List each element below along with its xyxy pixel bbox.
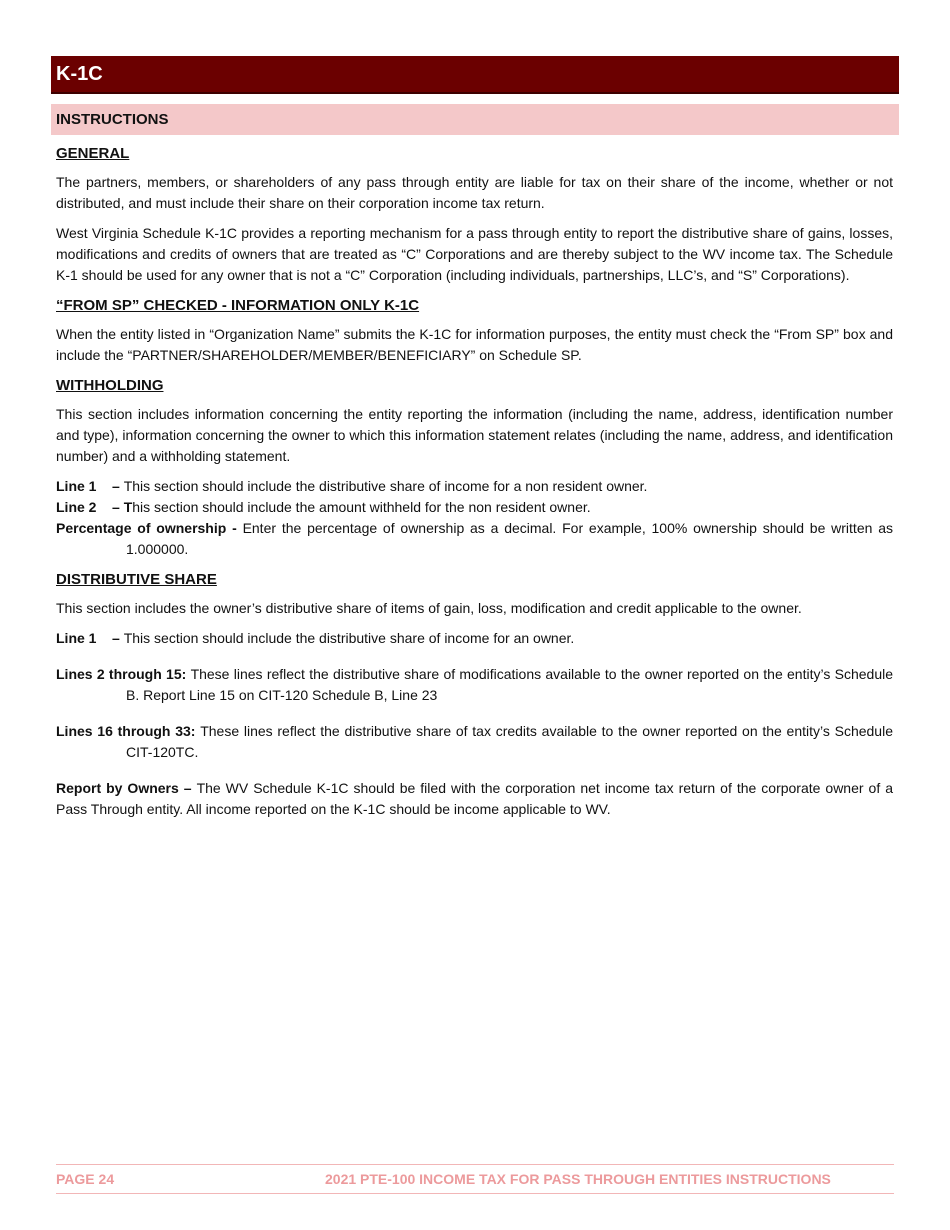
line-label: Report by Owners –	[56, 780, 197, 796]
general-heading: GENERAL	[56, 145, 130, 162]
line-text: These lines reflect the distributive share of tax credits available to the owner reported on the entity’s Schedule CIT-120TC.	[126, 723, 893, 760]
line-label: Line 1 –	[56, 478, 124, 494]
distributive-paragraph: This section includes the owner’s distributive share of items of gain, loss, modification and credit applicable to the owner.	[56, 600, 802, 616]
page-footer	[56, 1164, 894, 1194]
distributive-line-1	[56, 628, 893, 649]
general-paragraph-1: The partners, members, or shareholders of any pass through entity are liable for tax on their share of the income, whether or not distributed, and must include their share on their corporation income tax return.	[56, 174, 893, 211]
withholding-line-1	[56, 476, 893, 497]
distributive-share-heading: DISTRIBUTIVE SHARE	[56, 571, 217, 588]
page-title: K-1C	[56, 63, 103, 85]
line-text: These lines reflect the distributive share of modifications available to the owner reported on the entity’s Schedule B. Report Line 15 on CIT-120 Schedule B, Line 23	[126, 666, 893, 703]
general-paragraph-2: West Virginia Schedule K-1C provides a reporting mechanism for a pass through entity to report the distributive share of gains, losses, modifications and credits of owners that are treated as “C” Corporations and are thereby subject to the WV income tax. The Schedule K-1 should be used for any owner that is not a “C” Corporation (including individuals, partnerships, LLC’s, and “S” Corporations).	[56, 225, 893, 283]
lines-2-through-15	[56, 664, 893, 706]
line-label: Lines 16 through 33:	[56, 723, 201, 739]
document-body	[56, 143, 893, 829]
line-text: This section should include the distributive share of income for a non resident owner.	[123, 478, 648, 494]
withholding-paragraph: This section includes information concerning the entity reporting the information (including the name, address, identification number and type), information concerning the owner to which this information statement relates (including the name, address, and identification number) and a withholding statement.	[56, 406, 893, 464]
withholding-heading: WITHHOLDING	[56, 377, 164, 394]
line-text: his section should include the amount withheld for the non resident owner.	[132, 499, 591, 515]
lines-16-through-33	[56, 721, 893, 763]
instructions-bar	[51, 104, 899, 135]
from-sp-heading: “FROM SP” CHECKED - INFORMATION ONLY K-1C	[56, 297, 420, 314]
percentage-of-ownership	[56, 518, 893, 560]
line-text: This section should include the distributive share of income for an owner.	[123, 630, 575, 646]
page-number: PAGE 24	[56, 1171, 115, 1187]
line-label: Line 2 – T	[56, 499, 133, 515]
title-banner	[51, 56, 899, 94]
line-label: Lines 2 through 15:	[56, 666, 191, 682]
line-label: Line 1 –	[56, 630, 124, 646]
from-sp-paragraph: When the entity listed in “Organization Name” submits the K-1C for information purposes, the entity must check the “From SP” box and include the “PARTNER/SHAREHOLDER/MEMBER/BENEFICIARY” on Schedule SP.	[56, 326, 893, 363]
withholding-line-2	[56, 497, 893, 518]
line-text: The WV Schedule K-1C should be filed with the corporation net income tax return of the corporate owner of a Pass Through entity. All income reported on the K-1C should be income applicable to WV.	[56, 780, 893, 817]
line-text: Enter the percentage of ownership as a decimal. For example, 100% ownership should be written as 1.000000.	[126, 520, 893, 557]
document-title: 2021 PTE-100 INCOME TAX FOR PASS THROUGH ENTITIES INSTRUCTIONS	[325, 1171, 831, 1187]
report-by-owners	[56, 778, 893, 820]
instructions-heading: INSTRUCTIONS	[56, 111, 169, 128]
line-label: Percentage of ownership -	[56, 520, 243, 536]
